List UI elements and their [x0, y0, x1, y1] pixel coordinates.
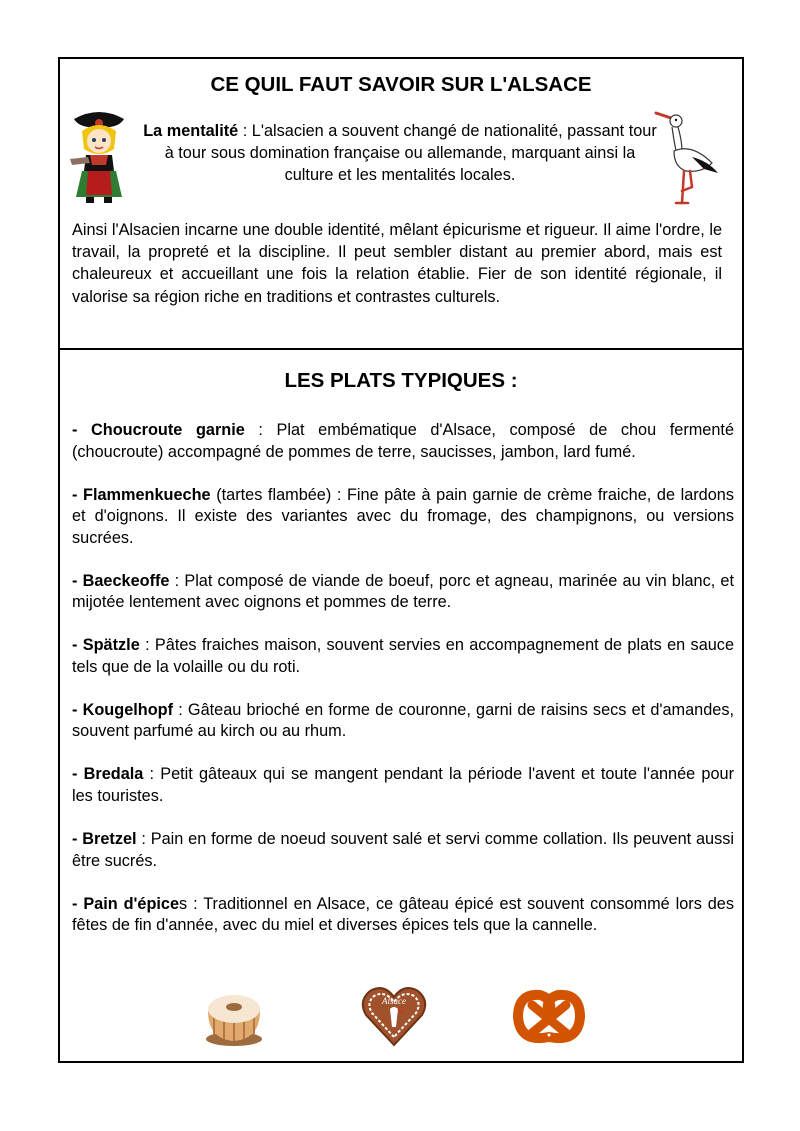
dish-choucroute	[72, 420, 734, 463]
dish-description: : Gâteau brioché en forme de couronne, garni de raisins secs et d'amandes, souvent parfumé au kirch ou au rhum.	[72, 700, 734, 741]
dish-description: s : Traditionnel en Alsace, ce gâteau épicé est souvent consommé lors des fêtes de fin d'année, avec du miel et diverses épices tels que la cannelle.	[72, 894, 734, 935]
alsacien-paragraph: Ainsi l'Alsacien incarne une double identité, mêlant épicurisme et rigueur. Il aime l'ordre, le travail, la propreté et la discipline. Il peut sembler distant au premier abord, mais est chaleureux et accueillant une fois la relation établie. Fier de son identité régionale, il valorise sa région riche en traditions et contrastes culturels.	[72, 221, 722, 306]
pain-epices-heart-illustration	[360, 983, 428, 1049]
kougelhopf-illustration	[200, 981, 268, 1049]
dish-bredala	[72, 764, 734, 807]
dish-description: : Pâtes fraiches maison, souvent servies en accompagnement de plats en sauce tels que de la volaille ou du roti.	[72, 636, 734, 676]
dish-name: - Bretzel	[72, 830, 137, 849]
dish-bretzel	[72, 829, 734, 872]
dish-kougelhopf	[72, 700, 734, 743]
section-mentalite	[60, 59, 742, 350]
section-title-plats: LES PLATS TYPIQUES :	[284, 369, 518, 392]
alsatian-girl-illustration	[68, 109, 130, 205]
dish-flammenkueche	[72, 485, 734, 550]
dish-name: - Kougelhopf	[72, 700, 174, 719]
dish-baeckeoffe	[72, 571, 734, 614]
section-title-alsace: CE QUIL FAUT SAVOIR SUR L'ALSACE	[210, 73, 592, 96]
dish-description: : Petit gâteaux qui se mangent pendant la période l'avent et toute l'année pour les touristes.	[72, 765, 734, 805]
dish-pain-epices	[72, 894, 734, 937]
dish-description: : Plat composé de viande de boeuf, porc et agneau, marinée au vin blanc, et mijotée lentement avec oignons et pommes de terre.	[72, 571, 734, 612]
mentalite-label: La mentalité	[143, 122, 239, 140]
dish-description: : Plat embématique d'Alsace, composé de chou fermenté (choucroute) accompagné de pommes de terre, saucisses, jambon, lard fumé.	[72, 421, 734, 461]
dishes-list	[72, 420, 734, 958]
dish-name: - Baeckeoffe	[72, 571, 170, 590]
dish-description: : Pain en forme de noeud souvent salé et servi comme collation. Ils peuvent aussi être sucrés.	[72, 830, 734, 870]
dish-name: - Spätzle	[72, 636, 140, 655]
mentalite-text: : L'alsacien a souvent changé de nationalité, passant tour à tour sous domination française ou allemande, marquant ainsi la culture et les mentalités locales.	[164, 122, 657, 184]
stork-illustration	[652, 107, 722, 207]
dish-name: - Pain d'épice	[72, 894, 180, 913]
dish-description: (tartes flambée) : Fine pâte à pain garnie de crème fraiche, de lardons et d'oignons. Il existe des variantes avec du fromage, des champignons, ou versions sucrées.	[72, 485, 734, 547]
dish-name: - Flammenkueche	[72, 485, 211, 504]
bretzel-illustration	[512, 985, 586, 1047]
heart-label: Alsace	[382, 996, 406, 1006]
dish-name: - Bredala	[72, 765, 144, 784]
dish-spatzle	[72, 635, 734, 678]
dish-name: - Choucroute garnie	[72, 421, 245, 439]
document-frame	[58, 57, 744, 1063]
mentalite-paragraph	[140, 120, 660, 186]
